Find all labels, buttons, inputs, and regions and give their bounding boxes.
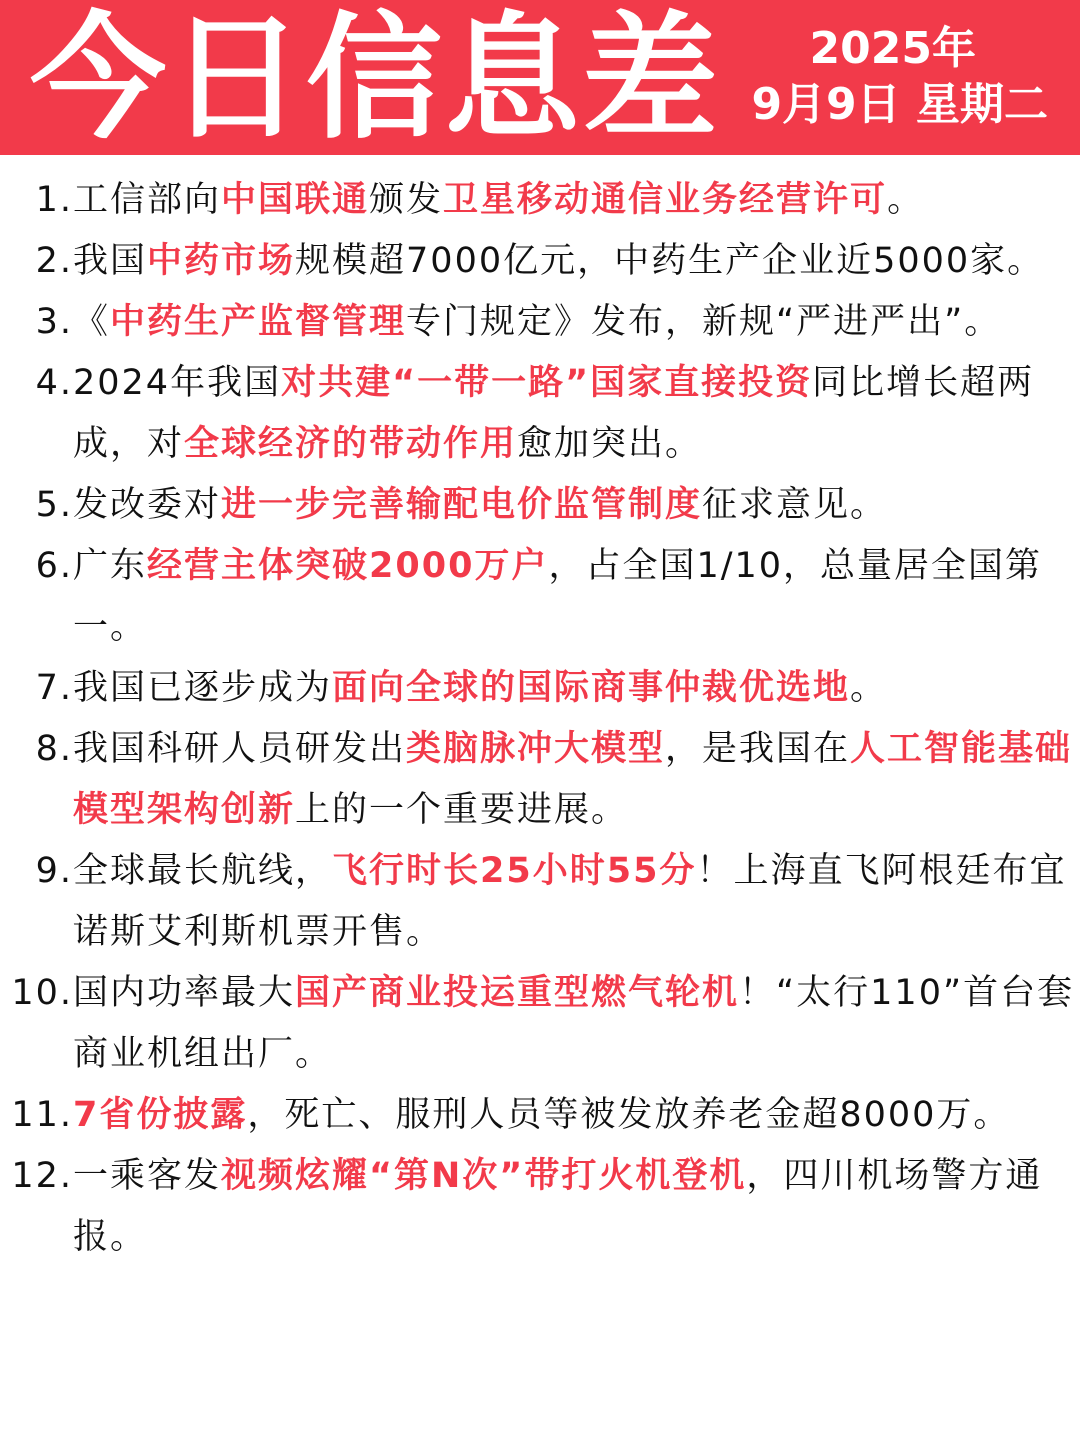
news-item-number: 12. — [11, 1156, 73, 1196]
date-year: 2025年 — [809, 23, 976, 74]
news-text: ，四川机场警方通报。 — [73, 1156, 1043, 1257]
news-text: 愈加突出。 — [517, 424, 703, 464]
date-block — [748, 22, 1048, 134]
news-item — [0, 658, 1080, 719]
highlighted-text: 中国联通 — [221, 180, 370, 220]
news-item-number: 5. — [35, 485, 73, 525]
news-text: 。 — [887, 180, 925, 220]
highlighted-text: 中药市场 — [147, 241, 296, 281]
news-item — [0, 1146, 1080, 1268]
news-item-number: 8. — [35, 729, 73, 769]
news-text: 我国已逐步成为 — [73, 668, 333, 708]
news-item-number: 1. — [35, 180, 73, 220]
news-text: 专门规定》发布，新规“严进严出”。 — [406, 302, 1002, 342]
news-item-number: 10. — [11, 973, 73, 1013]
news-text: 一乘客发 — [73, 1156, 222, 1196]
highlighted-text: 对共建“一带一路”国家直接投资 — [281, 363, 813, 403]
header-banner — [0, 0, 1080, 158]
news-item — [0, 475, 1080, 536]
highlighted-text: 经营主体突破2000万户 — [147, 546, 549, 586]
news-text: 我国 — [73, 241, 148, 281]
highlighted-text: 7省份披露 — [73, 1095, 248, 1135]
news-item — [0, 1085, 1080, 1146]
news-text: 2024年我国 — [73, 363, 282, 403]
news-text: 征求意见。 — [702, 485, 888, 525]
news-item-number: 7. — [35, 668, 73, 708]
news-text: 广东 — [73, 546, 148, 586]
page-title: 今日信息差 — [30, 0, 720, 158]
highlighted-text: 全球经济的带动作用 — [184, 424, 518, 464]
news-item — [0, 536, 1080, 658]
news-item-number: 9. — [35, 851, 73, 891]
news-item — [0, 353, 1080, 475]
news-text: 国内功率最大 — [73, 973, 296, 1013]
news-text: 《 — [73, 302, 111, 342]
date-day: 9月9日 星期二 — [751, 79, 1048, 130]
news-item — [0, 719, 1080, 841]
news-item-number: 3. — [35, 302, 73, 342]
highlighted-text: 类脑脉冲大模型 — [406, 729, 666, 769]
news-item — [0, 292, 1080, 353]
news-text: ，死亡、服刑人员等被发放养老金超8000万。 — [247, 1095, 1011, 1135]
news-item-number: 4. — [35, 363, 73, 403]
news-text: ！上海直飞阿根廷布宜诺斯艾利斯机票开售。 — [73, 851, 1067, 952]
news-text: 。 — [850, 668, 888, 708]
news-list — [0, 170, 1080, 1268]
news-text: 颁发 — [369, 180, 444, 220]
news-text: 全球最长航线， — [73, 851, 333, 891]
news-text: 工信部向 — [73, 180, 222, 220]
news-item — [0, 231, 1080, 292]
news-text: ，是我国在 — [665, 729, 851, 769]
news-item-number: 11. — [11, 1095, 73, 1135]
highlighted-text: 卫星移动通信业务经营许可 — [443, 180, 888, 220]
news-text: 规模超7000亿元，中药生产企业近5000家。 — [295, 241, 1045, 281]
news-text: 同比增长超两成，对 — [73, 363, 1035, 464]
highlighted-text: 进一步完善输配电价监管制度 — [221, 485, 703, 525]
highlighted-text: 人工智能基础模型架构创新 — [73, 729, 1073, 830]
news-item — [0, 841, 1080, 963]
news-item — [0, 963, 1080, 1085]
news-item-number: 6. — [35, 546, 73, 586]
news-text: 我国科研人员研发出 — [73, 729, 407, 769]
highlighted-text: 飞行时长25小时55分 — [332, 851, 697, 891]
news-item-number: 2. — [35, 241, 73, 281]
news-text: 发改委对 — [73, 485, 222, 525]
news-text: 上的一个重要进展。 — [295, 790, 629, 830]
highlighted-text: 国产商业投运重型燃气轮机 — [295, 973, 740, 1013]
news-item — [0, 170, 1080, 231]
highlighted-text: 面向全球的国际商事仲裁优选地 — [332, 668, 851, 708]
news-text: ，占全国1/10，总量居全国第一。 — [73, 546, 1043, 647]
highlighted-text: 中药生产监督管理 — [110, 302, 407, 342]
news-text: ！“太行110”首台套商业机组出厂。 — [73, 973, 1075, 1074]
highlighted-text: 视频炫耀“第N次”带打火机登机 — [221, 1156, 747, 1196]
